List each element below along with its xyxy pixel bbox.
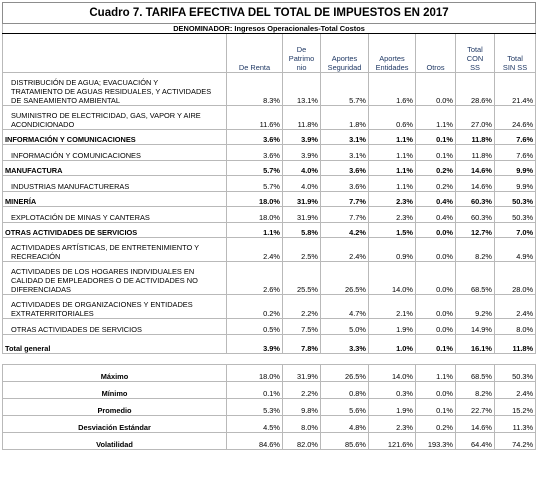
value-cell: 14.6%	[456, 161, 495, 176]
text-line: ACONDICIONADO	[11, 120, 75, 129]
value-cell: 3.6%	[321, 161, 369, 176]
value-cell: 1.1%	[369, 176, 416, 192]
value-cell: 1.5%	[369, 223, 416, 238]
value-cell: 2.5%	[283, 238, 321, 262]
value-cell: 27.0%	[456, 106, 495, 130]
text-line: Otros	[426, 63, 445, 72]
text-line: MANUFACTURA	[5, 166, 63, 175]
summary-value: 50.3%	[495, 365, 536, 382]
summary-row	[3, 399, 536, 416]
value-cell: 0.4%	[416, 207, 456, 223]
value-cell: 4.0%	[283, 161, 321, 176]
value-cell: 0.1%	[416, 130, 456, 145]
text-line: INFORMACIÓN Y COMUNICACIONES	[5, 135, 136, 144]
value-cell: 0.5%	[227, 319, 283, 335]
value-cell: 31.9%	[283, 207, 321, 223]
summary-value: 0.3%	[369, 382, 416, 399]
value-cell: 8.3%	[227, 73, 283, 106]
table-row	[3, 319, 536, 335]
value-cell: 7.6%	[495, 130, 536, 145]
value-cell: 4.7%	[321, 295, 369, 319]
summary-value: 22.7%	[456, 399, 495, 416]
column-header-row	[3, 34, 536, 73]
value-cell: 3.3%	[321, 335, 369, 354]
summary-value: 4.5%	[227, 416, 283, 433]
value-cell: 3.9%	[283, 130, 321, 145]
value-cell: 0.1%	[416, 145, 456, 161]
table-row	[3, 106, 536, 130]
value-cell: 14.6%	[456, 176, 495, 192]
summary-row	[3, 382, 536, 399]
text-line: INDUSTRIAS MANUFACTURERAS	[11, 182, 130, 191]
text-line: ACTIVIDADES ARTÍSTICAS, DE ENTRETENIMIENTO Y	[11, 243, 200, 252]
text-line: TRATAMIENTO DE AGUAS RESIDUALES, Y ACTIVIDADES	[11, 87, 212, 96]
row-label	[3, 145, 227, 161]
value-cell: 3.9%	[227, 335, 283, 354]
text-line: DE SANEAMIENTO AMBIENTAL	[11, 96, 120, 105]
summary-value: 74.2%	[495, 433, 536, 450]
value-cell: 60.3%	[456, 192, 495, 207]
value-cell: 3.9%	[283, 145, 321, 161]
value-cell: 2.4%	[495, 295, 536, 319]
row-label	[3, 262, 227, 295]
row-label	[3, 223, 227, 238]
row-label	[3, 192, 227, 207]
value-cell: 2.2%	[283, 295, 321, 319]
value-cell: 0.6%	[369, 106, 416, 130]
spacer-cell	[3, 354, 536, 365]
summary-value: 2.4%	[495, 382, 536, 399]
value-cell: 12.7%	[456, 223, 495, 238]
value-cell: 3.6%	[227, 130, 283, 145]
value-cell: 13.1%	[283, 73, 321, 106]
value-cell: 4.9%	[495, 238, 536, 262]
value-cell: 0.2%	[416, 176, 456, 192]
value-cell: 2.3%	[369, 207, 416, 223]
column-header	[369, 34, 416, 73]
text-line: EXPLOTACIÓN DE MINAS Y CANTERAS	[11, 213, 150, 222]
text-line: SUMINISTRO DE ELECTRICIDAD, GAS, VAPOR Y AIRE	[11, 111, 201, 120]
text-line: Total	[507, 54, 523, 63]
summary-value: 8.0%	[283, 416, 321, 433]
text-line: DISTRIBUCIÓN DE AGUA; EVACUACIÓN Y	[11, 78, 159, 87]
summary-row	[3, 365, 536, 382]
value-cell: 28.0%	[495, 262, 536, 295]
value-cell: 60.3%	[456, 207, 495, 223]
value-cell: 7.5%	[283, 319, 321, 335]
value-cell: 14.9%	[456, 319, 495, 335]
row-label	[3, 207, 227, 223]
section-row	[3, 161, 536, 176]
text-line: MINERÍA	[5, 197, 37, 206]
text-line: OTRAS ACTIVIDADES DE SERVICIOS	[5, 228, 138, 237]
value-cell: 18.0%	[227, 207, 283, 223]
value-cell: 50.3%	[495, 192, 536, 207]
text-line: De Renta	[238, 63, 271, 72]
summary-label: Máximo	[3, 365, 227, 382]
text-line: SS	[470, 63, 480, 72]
text-line: Aportes	[331, 54, 358, 63]
summary-value: 2.3%	[369, 416, 416, 433]
tax-rate-table	[2, 2, 536, 450]
summary-value: 85.6%	[321, 433, 369, 450]
summary-value: 0.8%	[321, 382, 369, 399]
value-cell: 9.2%	[456, 295, 495, 319]
value-cell: 2.4%	[227, 238, 283, 262]
value-cell: 11.6%	[227, 106, 283, 130]
row-label	[3, 335, 227, 354]
value-cell: 8.0%	[495, 319, 536, 335]
text-line: SIN SS	[502, 63, 528, 72]
row-label	[3, 73, 227, 106]
header-empty-cell	[3, 34, 227, 73]
table-title: Cuadro 7. TARIFA EFECTIVA DEL TOTAL DE IMPUESTOS EN 2017	[3, 3, 536, 24]
summary-value: 5.3%	[227, 399, 283, 416]
summary-value: 0.0%	[416, 382, 456, 399]
summary-label: Mínimo	[3, 382, 227, 399]
summary-value: 15.2%	[495, 399, 536, 416]
summary-value: 26.5%	[321, 365, 369, 382]
text-line: De	[296, 45, 307, 54]
value-cell: 24.6%	[495, 106, 536, 130]
value-cell: 2.1%	[369, 295, 416, 319]
value-cell: 1.9%	[369, 319, 416, 335]
summary-value: 2.2%	[283, 382, 321, 399]
text-line: EXTRATERRITORIALES	[11, 309, 94, 318]
summary-value: 1.9%	[369, 399, 416, 416]
table-row	[3, 176, 536, 192]
row-label	[3, 161, 227, 176]
column-header	[416, 34, 456, 73]
text-line: DIFERENCIADAS	[11, 285, 71, 294]
summary-value: 31.9%	[283, 365, 321, 382]
value-cell: 0.0%	[416, 319, 456, 335]
summary-value: 18.0%	[227, 365, 283, 382]
text-line: INFORMACIÓN Y COMUNICACIONES	[11, 151, 141, 160]
summary-label: Volatilidad	[3, 433, 227, 450]
summary-value: 0.2%	[416, 416, 456, 433]
value-cell: 7.7%	[321, 192, 369, 207]
value-cell: 4.0%	[283, 176, 321, 192]
value-cell: 14.0%	[369, 262, 416, 295]
value-cell: 9.9%	[495, 176, 536, 192]
text-line: Seguridad	[327, 63, 362, 72]
value-cell: 0.2%	[227, 295, 283, 319]
value-cell: 1.6%	[369, 73, 416, 106]
value-cell: 1.1%	[369, 130, 416, 145]
text-line: Total	[467, 45, 483, 54]
value-cell: 31.9%	[283, 192, 321, 207]
value-cell: 0.9%	[369, 238, 416, 262]
section-row	[3, 223, 536, 238]
value-cell: 3.6%	[227, 145, 283, 161]
value-cell: 16.1%	[456, 335, 495, 354]
value-cell: 18.0%	[227, 192, 283, 207]
value-cell: 2.4%	[321, 238, 369, 262]
summary-value: 5.6%	[321, 399, 369, 416]
text-line: ACTIVIDADES DE ORGANIZACIONES Y ENTIDADES	[11, 300, 193, 309]
spacer-row	[3, 354, 536, 365]
value-cell: 8.2%	[456, 238, 495, 262]
summary-value: 82.0%	[283, 433, 321, 450]
value-cell: 3.6%	[321, 176, 369, 192]
value-cell: 2.3%	[369, 192, 416, 207]
value-cell: 7.0%	[495, 223, 536, 238]
text-line: Entidades	[375, 63, 409, 72]
tax-rate-table-container	[2, 2, 535, 450]
row-label	[3, 130, 227, 145]
summary-value: 193.3%	[416, 433, 456, 450]
value-cell: 0.0%	[416, 262, 456, 295]
value-cell: 11.8%	[283, 106, 321, 130]
row-label	[3, 238, 227, 262]
value-cell: 0.0%	[416, 238, 456, 262]
value-cell: 5.7%	[227, 161, 283, 176]
section-row	[3, 130, 536, 145]
summary-label: Promedio	[3, 399, 227, 416]
row-label	[3, 319, 227, 335]
table-row	[3, 207, 536, 223]
table-row	[3, 238, 536, 262]
summary-value: 64.4%	[456, 433, 495, 450]
summary-value: 14.0%	[369, 365, 416, 382]
table-row	[3, 145, 536, 161]
table-row	[3, 295, 536, 319]
value-cell: 11.8%	[495, 335, 536, 354]
value-cell: 9.9%	[495, 161, 536, 176]
text-line: CALIDAD DE EMPLEADORES O DE ACTIVIDADES NO	[11, 276, 198, 285]
value-cell: 0.0%	[416, 223, 456, 238]
value-cell: 7.7%	[321, 207, 369, 223]
summary-value: 14.6%	[456, 416, 495, 433]
value-cell: 1.1%	[227, 223, 283, 238]
table-row	[3, 73, 536, 106]
value-cell: 28.6%	[456, 73, 495, 106]
summary-value: 68.5%	[456, 365, 495, 382]
value-cell: 26.5%	[321, 262, 369, 295]
text-line: Aportes	[379, 54, 405, 63]
text-line: CON	[466, 54, 484, 63]
value-cell: 2.6%	[227, 262, 283, 295]
table-row	[3, 262, 536, 295]
value-cell: 25.5%	[283, 262, 321, 295]
value-cell: 11.8%	[456, 130, 495, 145]
column-header	[321, 34, 369, 73]
value-cell: 3.1%	[321, 130, 369, 145]
summary-value: 0.1%	[416, 399, 456, 416]
text-line: Total general	[5, 344, 51, 353]
value-cell: 4.2%	[321, 223, 369, 238]
summary-value: 4.8%	[321, 416, 369, 433]
total-row	[3, 335, 536, 354]
value-cell: 1.0%	[369, 335, 416, 354]
value-cell: 0.4%	[416, 192, 456, 207]
value-cell: 7.8%	[283, 335, 321, 354]
column-header	[495, 34, 536, 73]
value-cell: 1.1%	[416, 106, 456, 130]
value-cell: 5.0%	[321, 319, 369, 335]
value-cell: 0.0%	[416, 73, 456, 106]
value-cell: 5.7%	[321, 73, 369, 106]
value-cell: 5.8%	[283, 223, 321, 238]
row-label	[3, 176, 227, 192]
text-line: ACTIVIDADES DE LOS HOGARES INDIVIDUALES EN	[11, 267, 195, 276]
value-cell: 68.5%	[456, 262, 495, 295]
section-row	[3, 192, 536, 207]
summary-value: 1.1%	[416, 365, 456, 382]
value-cell: 1.1%	[369, 145, 416, 161]
summary-value: 0.1%	[227, 382, 283, 399]
row-label	[3, 106, 227, 130]
summary-value: 11.3%	[495, 416, 536, 433]
value-cell: 11.8%	[456, 145, 495, 161]
value-cell: 0.1%	[416, 335, 456, 354]
summary-label: Desviación Estándar	[3, 416, 227, 433]
column-header	[227, 34, 283, 73]
summary-value: 8.2%	[456, 382, 495, 399]
value-cell: 0.2%	[416, 161, 456, 176]
summary-value: 121.6%	[369, 433, 416, 450]
row-label	[3, 295, 227, 319]
value-cell: 50.3%	[495, 207, 536, 223]
text-line: OTRAS ACTIVIDADES DE SERVICIOS	[11, 325, 142, 334]
column-header	[456, 34, 495, 73]
summary-row	[3, 416, 536, 433]
text-line: RECREACIÓN	[11, 252, 61, 261]
value-cell: 7.6%	[495, 145, 536, 161]
value-cell: 21.4%	[495, 73, 536, 106]
summary-value: 84.6%	[227, 433, 283, 450]
column-header	[283, 34, 321, 73]
value-cell: 0.0%	[416, 295, 456, 319]
text-line: nio	[296, 63, 307, 72]
value-cell: 3.1%	[321, 145, 369, 161]
summary-row	[3, 433, 536, 450]
summary-value: 9.8%	[283, 399, 321, 416]
text-line: Patrimo	[288, 54, 315, 63]
value-cell: 5.7%	[227, 176, 283, 192]
value-cell: 1.8%	[321, 106, 369, 130]
denominator-label: DENOMINADOR: Ingresos Operacionales-Total Costos	[3, 24, 536, 34]
value-cell: 1.1%	[369, 161, 416, 176]
